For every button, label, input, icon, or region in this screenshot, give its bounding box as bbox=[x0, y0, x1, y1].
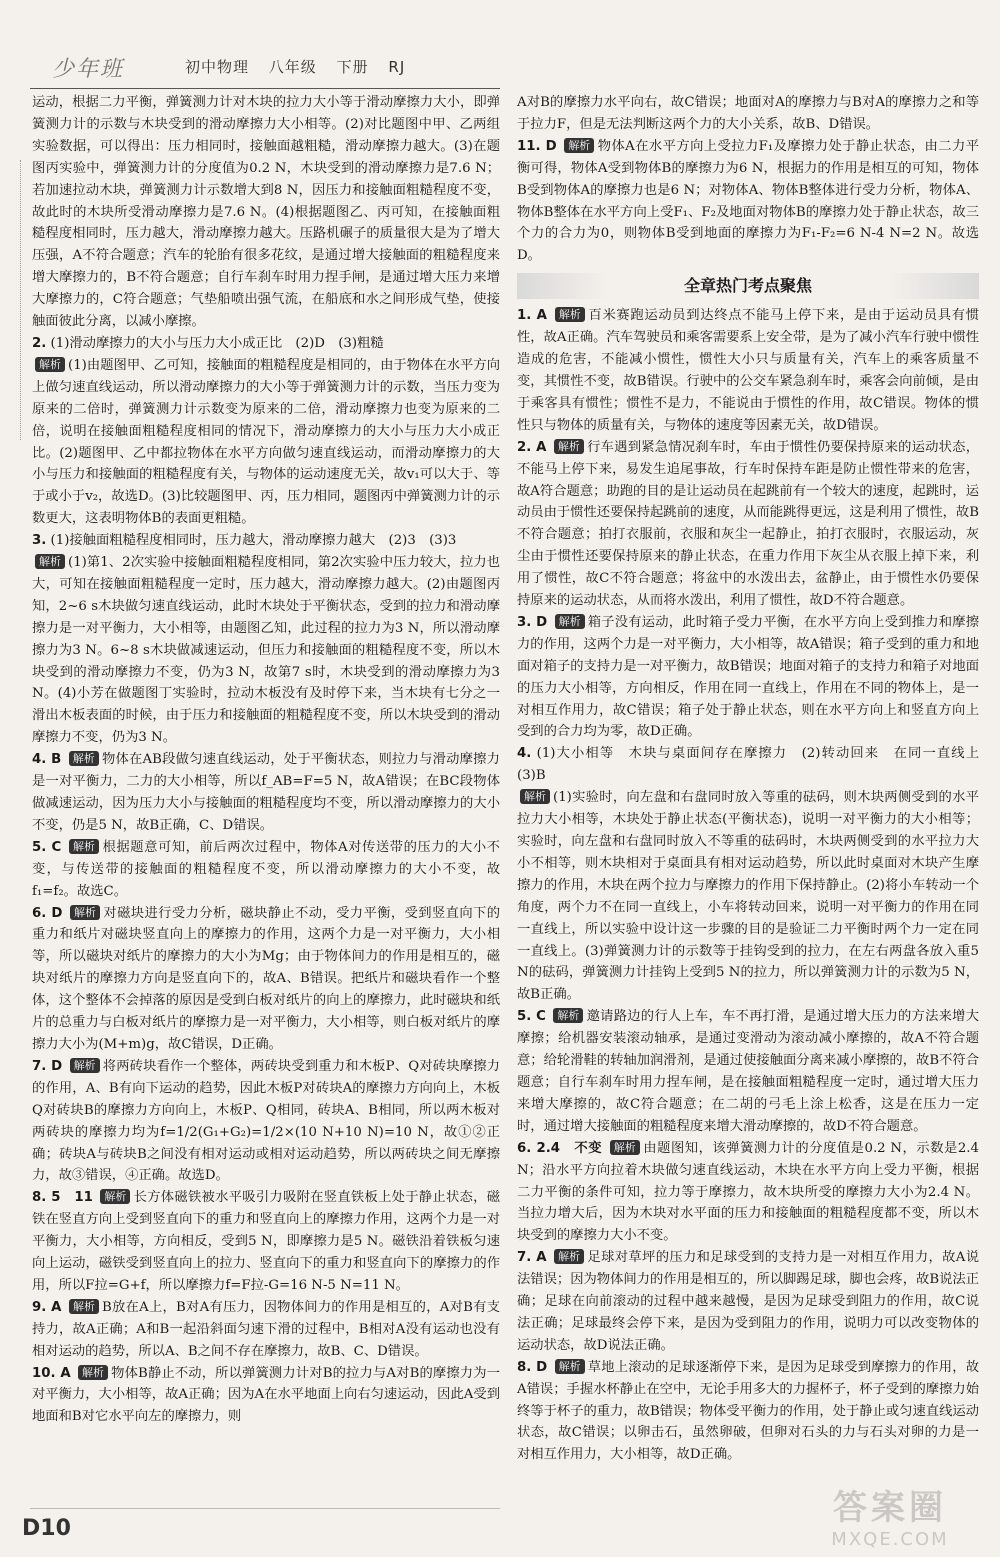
answer-number: 4. bbox=[517, 746, 532, 762]
right-column bbox=[517, 92, 993, 1466]
analysis-tag: 解析 bbox=[35, 554, 65, 569]
answer-paragraph bbox=[32, 333, 500, 355]
answer-paragraph bbox=[517, 136, 979, 267]
answer-number: 3. D bbox=[517, 614, 548, 630]
answer-paragraph bbox=[32, 530, 500, 552]
answer-text: 根据题意可知，前后两次过程中，物体A对传送带的压力的大小不变，与传送带的接触面的粗糙程度不变，所以滑动摩擦力的大小不变，故f₁=f₂。故选C。 bbox=[32, 839, 500, 899]
answer-text: 将两砖块看作一个整体，两砖块受到重力和木板P、Q对砖块摩擦力的作用，A、B有向下运动的趋势，因此木板P对砖块A的摩擦力方向向上，木板Q对砖块B的摩擦力方向向上，木板P、Q相同，砖块A、B相同，所以两木板对两砖块的摩擦力均为f=1/2(G₁+G₂)=1/2×(10 N+10 N)=10 N，故①②正确；砖块A与砖块B之间没有相对运动或相对运动趋势，所以两砖块之间无摩擦力，故③错误，④正确。故选D。 bbox=[32, 1058, 500, 1184]
answer-text: (1)大小相等 木块与桌面间存在摩擦力 (2)转动回来 在同一直线上 (3)B bbox=[517, 746, 993, 784]
answer-paragraph bbox=[517, 743, 993, 787]
section-title: 全章热门考点聚焦 bbox=[517, 273, 979, 299]
answer-paragraph bbox=[517, 1138, 979, 1248]
answer-text: 长方体磁铁被水平吸引力吸附在竖直铁板上处于静止状态，磁铁在竖直方向上受到竖直向下的重力和竖直向上的摩擦力作用，这两个力是一对平衡力，大小相等，方向相反，受到5 N，即摩擦力是5 N。磁铁沿着铁板匀速向上运动，磁铁受到竖直向上的拉力、竖直向下的重力和竖直向下的摩擦力的作用，所以F拉=G+f，所以摩擦力f=F拉-G=16 N-5 N=11 N。 bbox=[32, 1190, 500, 1293]
analysis-tag: 解析 bbox=[69, 751, 99, 766]
answer-number: 11. D bbox=[517, 138, 557, 154]
answer-text: 物体在AB段做匀速直线运动，处于平衡状态，则拉力与滑动摩擦力是一对平衡力，二力的大小相等，所以f_AB=F=5 N，故A错误；在BC段物体做减速运动，因为压力大小与接触面的粗糙程度均不变，所以滑动摩擦力的大小不变，仍是5 N，故B正确，C、D错误。 bbox=[32, 752, 500, 833]
side-decoration bbox=[20, 160, 31, 440]
answer-text: 对磁块进行受力分析，磁块静止不动，受力平衡，受到竖直向下的重力和纸片对磁块竖直向上的摩擦力的作用，这两个力是一对平衡力，大小相等，所以磁块对纸片的摩擦力的大小为Mg；由于物体间力的作用是相互的，磁块对纸片的摩擦力方向是竖直向下的，故A、B错误。把纸片和磁块看作一个整体，这个整体不会掉落的原因是受到白板对纸片的向上的摩擦力，此时磁块和纸片的总重力与白板对纸片的摩擦力是一对平衡力，大小相等，则白板对纸片的摩擦力大小为(M+m)g，故C错误，D正确。 bbox=[32, 905, 500, 1052]
answer-number: 8. D bbox=[517, 1359, 548, 1375]
answer-paragraph bbox=[32, 1297, 500, 1363]
footer-divider bbox=[30, 1508, 500, 1509]
answer-number: 6. 2.4 不变 bbox=[517, 1140, 603, 1156]
answer-number: 8. 5 11 bbox=[32, 1190, 93, 1206]
answer-text: (1)滑动摩擦力的大小与压力大小成正比 (2)D (3)粗糙 bbox=[50, 335, 384, 351]
watermark-url: MXQE.COM bbox=[831, 1529, 949, 1550]
answer-text: 足球对草坪的压力和足球受到的支持力是一对相互作用力，故A说法错误；因为物体间力的作用是相互的，所以脚踢足球，脚也会疼，故B说法正确；足球在向前滚动的过程中越来越慢，是因为足球受到阻力的作用，故C说法正确；足球最终会停下来，是因为受到阻力的作用，说明力可以改变物体的运动状态，故D说法正确。 bbox=[517, 1250, 979, 1353]
answer-number: 2. bbox=[32, 335, 47, 351]
answer-number: 5. C bbox=[517, 1009, 546, 1025]
answer-number: 1. A bbox=[517, 308, 547, 324]
answer-number: 2. A bbox=[517, 439, 547, 455]
answer-text: 运动，根据二力平衡，弹簧测力计对木块的拉力大小等于滑动摩擦力大小，即弹簧测力计的示数与木块受到的滑动摩擦力大小相等。(2)对比题图中甲、乙两组实验数据，可以得出：压力相同时，接触面越粗糙，滑动摩擦力越大。(3)在题图丙实验中，弹簧测力计的分度值为0.2 N，木块受到的滑动摩擦力是7.6 N；若加速拉动木块，弹簧测力计示数增大到8 N，因压力和接触面粗糙程度不变，故此时的木块所受滑动摩擦力是7.6 N。(4)根据题图乙、丙可知，在接触面粗糙程度相同时，压力越大，滑动摩擦力越大。压路机碾子的质量很大是为了增大压强，A不符合题意；汽车的轮胎有很多花纹，是通过增大接触面的粗糙程度来增大摩擦力的，B不符合题意；自行车刹车时用力捏手闸，是通过增大压力来增大摩擦力的，C符合题意；气垫船喷出强气流，在船底和水之间形成气垫，使接触面彼此分离，以减小摩擦。 bbox=[32, 95, 500, 330]
watermark bbox=[790, 1480, 990, 1550]
answer-number: 4. B bbox=[32, 752, 62, 768]
answer-paragraph bbox=[32, 749, 500, 837]
answer-number: 9. A bbox=[32, 1299, 62, 1315]
answer-text: A对B的摩擦力水平向右，故C错误；地面对A的摩擦力与B对A的摩擦力之和等于拉力F，但是无法判断这两个力的大小关系，故B、D错误。 bbox=[517, 95, 979, 132]
analysis-tag: 解析 bbox=[555, 614, 585, 629]
subject-edition: RJ bbox=[388, 58, 406, 76]
analysis-tag: 解析 bbox=[100, 1189, 130, 1204]
answer-paragraph bbox=[32, 837, 500, 903]
answer-number: 3. bbox=[32, 533, 47, 549]
subject-line bbox=[185, 56, 419, 77]
answer-paragraph bbox=[32, 1056, 500, 1187]
answer-paragraph bbox=[32, 1187, 500, 1297]
answer-text: (1)第1、2次实验中接触面粗糙程度相同，第2次实验中压力较大，拉力也大，可知在接触面粗糙程度一定时，压力越大，滑动摩擦力越大。(2)由题图丙知，2~6 s木块做匀速直线运动，此时木块处于平衡状态，受到的拉力和滑动摩擦力是一对平衡力，大小相等，由题图乙知，此过程的拉力为3 N，所以滑动摩擦力为3 N。6~8 s木块做减速运动，但压力和接触面的粗糙程度不变，所以木块受到的滑动摩擦力不变，仍为3 N，故第7 s时，木块受到的滑动摩擦力为3 N。(4)小芳在做题图丁实验时，拉动木板没有及时停下来，当木块有七分之一滑出木板表面的时候，由于压力和接触面的粗糙程度不变，所以木块受到的滑动摩擦力不变，仍为3 N。 bbox=[32, 555, 500, 746]
answer-text: (1)实验时，向左盘和右盘同时放入等重的砝码，则木块两侧受到的水平拉力大小相等，木块处于静止状态(平衡状态)，说明一对平衡力的大小相等；实验时，向左盘和右盘同时放入不等重的砝码时，木块两侧受到的水平拉力大小不相等，则木块相对于桌面具有相对运动趋势，所以此时桌面对木块产生摩擦力的作用，木块在两个拉力与摩擦力的作用下保持静止。(2)将小车转动一个角度，两个力不在同一直线上，小车将转动回来，说明一对平衡力的作用在同一直线上，所以实验中设计这一步骤的目的是验证二力平衡时两个力一定在同一直线上。(3)弹簧测力计的示数等于挂钩受到的拉力，在左右两盘各放入重5 N的砝码，弹簧测力计挂钩上受到5 N的拉力，所以弹簧测力计的示数为5 N，故B正确。 bbox=[517, 790, 979, 1003]
answer-text: 物体B静止不动，所以弹簧测力计对B的拉力与A对B的摩擦力为一对平衡力，大小相等，故A正确；因为A在水平地面上向右匀速运动，因此A受到地面和B对它水平向左的摩擦力，则 bbox=[32, 1365, 500, 1425]
answer-text: (1)由题图甲、乙可知，接触面的粗糙程度是相同的，由于物体在水平方向上做匀速直线运动，所以滑动摩擦力的大小等于弹簧测力计的示数，当压力变为原来的二倍时，弹簧测力计示数变为原来的二倍，滑动摩擦力也变为原来的二倍，说明在接触面粗糙程度相同的情况下，滑动摩擦力的大小与压力大小成正比。(2)题图甲、乙中都拉物体在水平方向做匀速直线运动，而滑动摩擦力的大小与压力和接触面的粗糙程度有关，与物体的运动速度无关，故v₁可以大于、等于或小于v₂，故选D。(3)比较题图甲、丙，压力相同，题图丙中弹簧测力计的示数更大，这表明物体B的表面更粗糙。 bbox=[32, 357, 500, 527]
analysis-tag: 解析 bbox=[555, 1359, 585, 1374]
answer-paragraph bbox=[32, 1363, 500, 1429]
analysis-tag: 解析 bbox=[35, 357, 65, 372]
analysis-tag: 解析 bbox=[555, 307, 585, 322]
brand-logo: 少年班 bbox=[52, 57, 125, 82]
answer-text: 草地上滚动的足球逐渐停下来，是因为足球受到摩擦力的作用，故A错误；手握水杯静止在空中，无论手用多大的力握杯子，杯子受到的摩擦力始终等于杯子的重力，故B错误；物体受平衡力的作用，处于静止或匀速直线运动状态，故C错误；以卵击石，虽然卵破，但卵对石头的力与石头对卵的力是一对相互作用力，大小相等，故D正确。 bbox=[517, 1359, 979, 1463]
answer-paragraph bbox=[32, 903, 500, 1056]
answer-paragraph bbox=[517, 1357, 979, 1467]
analysis-tag: 解析 bbox=[610, 1140, 640, 1155]
analysis-tag: 解析 bbox=[520, 789, 550, 804]
answer-paragraph bbox=[517, 437, 979, 612]
subject-volume: 下册 bbox=[336, 58, 369, 76]
watermark-title: 答案圈 bbox=[833, 1488, 947, 1528]
answer-text: 物体A在水平方向上受拉力F₁及摩擦力处于静止状态，由二力平衡可得，物体A受到物体B的摩擦力为6 N，根据力的作用是相互的可知，物体B受到物体A的摩擦力也是6 N；对物体A、物体B整体进行受力分析，物体A、物体B整体在水平方向上受F₁、F₂及地面对物体B的摩擦力处于静止状态，故三个力的合力为0，则物体B受到地面的摩擦力为F₁-F₂=6 N-4 N=2 N。故选D。 bbox=[517, 138, 979, 264]
answer-paragraph bbox=[32, 92, 500, 333]
analysis-tag: 解析 bbox=[554, 1249, 584, 1264]
answer-paragraph bbox=[517, 305, 979, 436]
answer-paragraph bbox=[517, 1006, 979, 1137]
answer-paragraph bbox=[32, 355, 500, 530]
analysis-tag: 解析 bbox=[69, 839, 99, 854]
answer-number: 10. A bbox=[32, 1365, 71, 1381]
page-number: D10 bbox=[22, 1516, 71, 1541]
analysis-tag: 解析 bbox=[554, 439, 584, 454]
answer-text: 由题图知，该弹簧测力计的分度值是0.2 N，示数是2.4 N；沿水平方向拉着木块做匀速直线运动，木块在水平方向上受力平衡，根据二力平衡的条件可知，拉力等于摩擦力，故木块所受的摩擦力大小为2.4 N。当拉力增大后，因为木块对水平面的压力和接触面的粗糙程度都不变，所以木块受到的摩擦力大小不变。 bbox=[517, 1140, 979, 1244]
answer-paragraph bbox=[517, 1247, 979, 1357]
answer-text: B放在A上，B对A有压力，因物体间力的作用是相互的，A对B有支持力，故A正确；A和B一起沿斜面匀速下滑的过程中，B相对A没有运动也没有相对运动的趋势，所以A、B之间不存在摩擦力，故B、C、D错误。 bbox=[32, 1299, 500, 1359]
analysis-tag: 解析 bbox=[69, 1299, 99, 1314]
analysis-tag: 解析 bbox=[564, 138, 594, 153]
right-column-top bbox=[517, 92, 979, 267]
subject-grade: 八年级 bbox=[268, 58, 317, 76]
answer-number: 6. D bbox=[32, 905, 63, 921]
answer-number: 7. A bbox=[517, 1250, 547, 1266]
analysis-tag: 解析 bbox=[553, 1008, 583, 1023]
analysis-tag: 解析 bbox=[70, 1058, 100, 1073]
answer-paragraph bbox=[517, 92, 979, 136]
page-header bbox=[30, 52, 500, 86]
answer-paragraph bbox=[32, 552, 500, 749]
answer-paragraph bbox=[517, 787, 979, 1006]
answer-text: 百米赛跑运动员到达终点不能马上停下来，是由于运动员具有惯性，故A正确。汽车驾驶员和乘客需要系上安全带，是为了减小汽车行驶中惯性造成的危害，不能减小惯性，惯性大小只与质量有关，汽车上的乘客质量不变，其惯性不变，故B错误。行驶中的公交车紧急刹车时，乘客会向前倾，是由于乘客具有惯性；惯性不是力，不能说由于惯性的作用，故C错误。物体的惯性只与物体的质量有关，与物体的速度等因素无关，故D错误。 bbox=[517, 308, 979, 433]
answer-text: 邀请路边的行人上车，车不再打滑，是通过增大压力的方法来增大摩擦；给机器安装滚动轴承，是通过变滑动为滚动减小摩擦的，故A不符合题意；给轮滑鞋的转轴加润滑剂，是通过使接触面分离来减小摩擦的，故B不符合题意；自行车刹车时用力捏车闸，是在接触面粗糙程度一定时，通过增大压力来增大摩擦的，故C符合题意；在二胡的弓毛上涂上松香，这是在压力一定时，通过增大接触面的粗糙程度来增大滑动摩擦的，故D不符合题意。 bbox=[517, 1009, 979, 1134]
analysis-tag: 解析 bbox=[78, 1365, 108, 1380]
subject-course: 初中物理 bbox=[185, 58, 250, 76]
answer-number: 7. D bbox=[32, 1058, 63, 1074]
answer-text: 箱子没有运动，此时箱子受力平衡，在水平方向上受到推力和摩擦力的作用，这两个力是一对平衡力，大小相等，故A错误；箱子受到的重力和地面对箱子的支持力是一对平衡力，故B错误；地面对箱子的支持力和箱子对地面的压力大小相等，方向相反，作用在同一直线上，作用在不同的物体上，是一对相互作用力，故C错误；箱子处于静止状态，则在水平方向上和竖直方向上受到的合力均为零，故D正确。 bbox=[517, 614, 979, 740]
answer-number: 5. C bbox=[32, 839, 62, 855]
answer-text: (1)接触面粗糙程度相同时，压力越大，滑动摩擦力越大 (2)3 (3)3 bbox=[50, 533, 457, 549]
answer-paragraph bbox=[517, 612, 979, 743]
answer-text: 行车遇到紧急情况刹车时，车由于惯性仍要保持原来的运动状态，不能马上停下来，易发生追尾事故，行车时保持车距是防止惯性带来的危害，故A符合题意；助跑的目的是让运动员在起跳前有一个较大的速度，起跳时，运动员由于惯性还要保持起跳前的速度，从而能跳得更远，这是利用了惯性，故B不符合题意；拍打衣服前，衣服和灰尘一起静止，拍打衣服时，衣服运动，灰尘由于惯性还要保持原来的静止状态，在重力作用下灰尘从衣服上掉下来，利用了惯性，故C不符合题意；将盆中的水泼出去，盆静止，由于惯性水仍要保持原来的运动状态，从而将水泼出，利用了惯性，故D不符合题意。 bbox=[517, 439, 979, 609]
header-divider bbox=[30, 88, 500, 89]
right-column-bottom bbox=[517, 305, 993, 1466]
left-column bbox=[32, 92, 500, 1428]
analysis-tag: 解析 bbox=[70, 905, 100, 920]
